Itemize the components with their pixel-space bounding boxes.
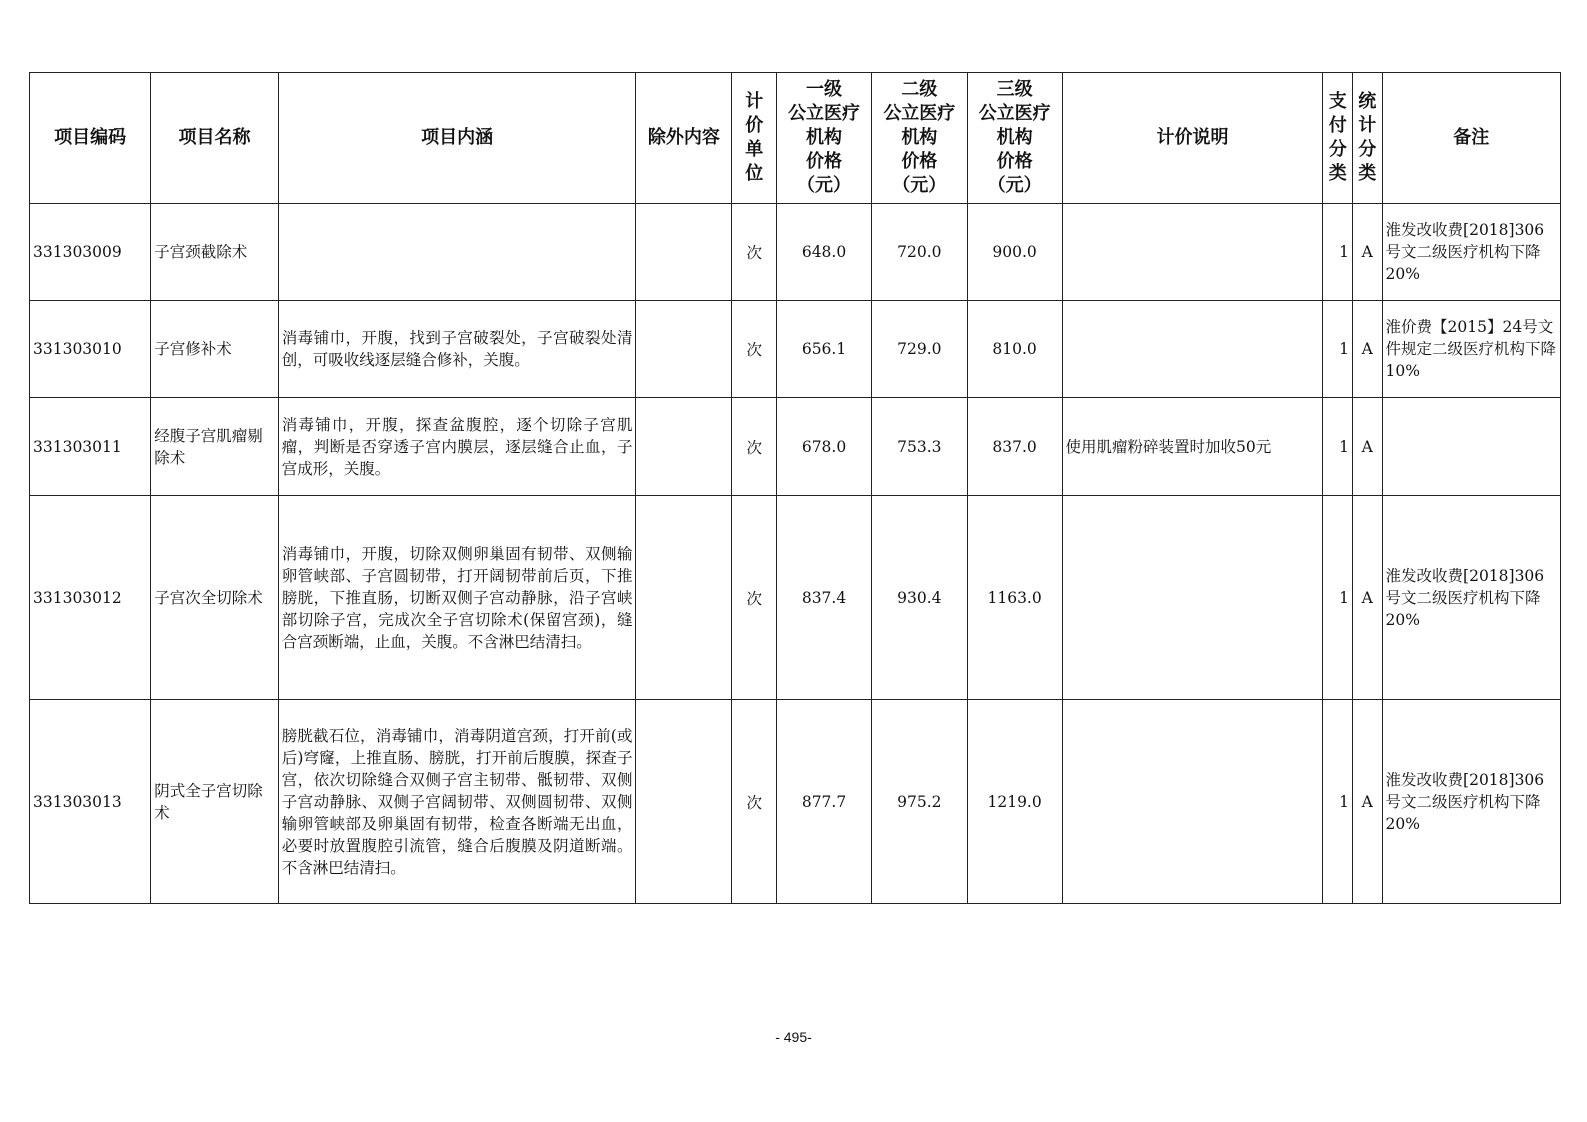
- header-stat-class: 统 计 分 类: [1352, 73, 1382, 204]
- header-pricing-note: 计价说明: [1062, 73, 1323, 204]
- item-remark: [1382, 398, 1560, 496]
- header-pay-class: 支 付 分 类: [1323, 73, 1353, 204]
- item-code: 331303013: [30, 700, 151, 904]
- item-name: 子宫颈截除术: [151, 204, 278, 301]
- item-price-level2: 720.0: [871, 204, 967, 301]
- item-unit: 次: [732, 301, 777, 398]
- item-stat-class: A: [1352, 204, 1382, 301]
- item-excluded: [636, 496, 732, 700]
- item-unit: 次: [732, 398, 777, 496]
- table-row: [30, 204, 1561, 301]
- item-price-level1: 837.4: [777, 496, 872, 700]
- header-row: [30, 73, 1561, 204]
- item-content: 消毒铺巾，开腹，切除双侧卵巢固有韧带、双侧输卵管峡部、子宫圆韧带，打开阔韧带前后页，下推膀胱，下推直肠，切断双侧子宫动静脉，沿子宫峡部切除子宫，完成次全子宫切除术(保留宫颈)，缝合宫颈断端，止血，关腹。不含淋巴结清扫。: [278, 496, 636, 700]
- item-stat-class: A: [1352, 700, 1382, 904]
- item-pay-class: 1: [1323, 204, 1353, 301]
- header-unit: 计 价 单 位: [732, 73, 777, 204]
- item-name: 子宫修补术: [151, 301, 278, 398]
- table-row: [30, 700, 1561, 904]
- item-price-level1: 877.7: [777, 700, 872, 904]
- item-price-level1: 656.1: [777, 301, 872, 398]
- item-content: 膀胱截石位，消毒铺巾，消毒阴道宫颈，打开前(或后)穹窿，上推直肠、膀胱，打开前后腹膜，探查子宫，依次切除缝合双侧子宫主韧带、骶韧带、双侧子宫动静脉、双侧子宫阔韧带、双侧圆韧带、双侧输卵管峡部及卵巢固有韧带，检查各断端无出血，必要时放置腹腔引流管，缝合后腹膜及阴道断端。不含淋巴结清扫。: [278, 700, 636, 904]
- item-pay-class: 1: [1323, 301, 1353, 398]
- item-code: 331303012: [30, 496, 151, 700]
- item-price-level2: 753.3: [871, 398, 967, 496]
- item-price-level3: 810.0: [967, 301, 1062, 398]
- item-unit: 次: [732, 700, 777, 904]
- item-pay-class: 1: [1323, 398, 1353, 496]
- item-price-level2: 930.4: [871, 496, 967, 700]
- item-name: 经腹子宫肌瘤剔除术: [151, 398, 278, 496]
- item-stat-class: A: [1352, 496, 1382, 700]
- item-excluded: [636, 700, 732, 904]
- item-price-level3: 1163.0: [967, 496, 1062, 700]
- item-pricing-note: [1062, 301, 1323, 398]
- item-excluded: [636, 301, 732, 398]
- item-content: 消毒铺巾，开腹，探查盆腹腔，逐个切除子宫肌瘤，判断是否穿透子宫内膜层，逐层缝合止血，子宫成形，关腹。: [278, 398, 636, 496]
- item-excluded: [636, 398, 732, 496]
- item-stat-class: A: [1352, 301, 1382, 398]
- item-pricing-note: [1062, 204, 1323, 301]
- item-name: 子宫次全切除术: [151, 496, 278, 700]
- header-remark: 备注: [1382, 73, 1560, 204]
- item-pay-class: 1: [1323, 700, 1353, 904]
- item-excluded: [636, 204, 732, 301]
- header-code: 项目编码: [30, 73, 151, 204]
- header-price-level3: 三级 公立医疗 机构 价格 （元）: [967, 73, 1062, 204]
- item-code: 331303010: [30, 301, 151, 398]
- item-price-level3: 837.0: [967, 398, 1062, 496]
- item-pricing-note: 使用肌瘤粉碎装置时加收50元: [1062, 398, 1323, 496]
- item-remark: 淮价费【2015】24号文件规定二级医疗机构下降10%: [1382, 301, 1560, 398]
- item-code: 331303011: [30, 398, 151, 496]
- item-remark: 淮发改收费[2018]306号文二级医疗机构下降20%: [1382, 700, 1560, 904]
- item-name: 阴式全子宫切除术: [151, 700, 278, 904]
- item-code: 331303009: [30, 204, 151, 301]
- item-price-level3: 900.0: [967, 204, 1062, 301]
- table-row: [30, 398, 1561, 496]
- item-unit: 次: [732, 204, 777, 301]
- item-price-level2: 975.2: [871, 700, 967, 904]
- page-number: - 495-: [775, 1029, 812, 1045]
- item-pay-class: 1: [1323, 496, 1353, 700]
- item-price-level1: 678.0: [777, 398, 872, 496]
- table-row: [30, 496, 1561, 700]
- item-remark: 淮发改收费[2018]306号文二级医疗机构下降20%: [1382, 204, 1560, 301]
- price-table: [29, 72, 1561, 904]
- item-price-level1: 648.0: [777, 204, 872, 301]
- item-stat-class: A: [1352, 398, 1382, 496]
- item-price-level2: 729.0: [871, 301, 967, 398]
- header-content: 项目内涵: [278, 73, 636, 204]
- table-row: [30, 301, 1561, 398]
- item-unit: 次: [732, 496, 777, 700]
- item-pricing-note: [1062, 700, 1323, 904]
- item-price-level3: 1219.0: [967, 700, 1062, 904]
- header-price-level2: 二级 公立医疗 机构 价格 （元）: [871, 73, 967, 204]
- header-price-level1: 一级 公立医疗 机构 价格 （元）: [777, 73, 872, 204]
- header-excluded: 除外内容: [636, 73, 732, 204]
- item-pricing-note: [1062, 496, 1323, 700]
- header-name: 项目名称: [151, 73, 278, 204]
- item-remark: 淮发改收费[2018]306号文二级医疗机构下降20%: [1382, 496, 1560, 700]
- item-content: 消毒铺巾，开腹，找到子宫破裂处，子宫破裂处清创，可吸收线逐层缝合修补，关腹。: [278, 301, 636, 398]
- item-content: [278, 204, 636, 301]
